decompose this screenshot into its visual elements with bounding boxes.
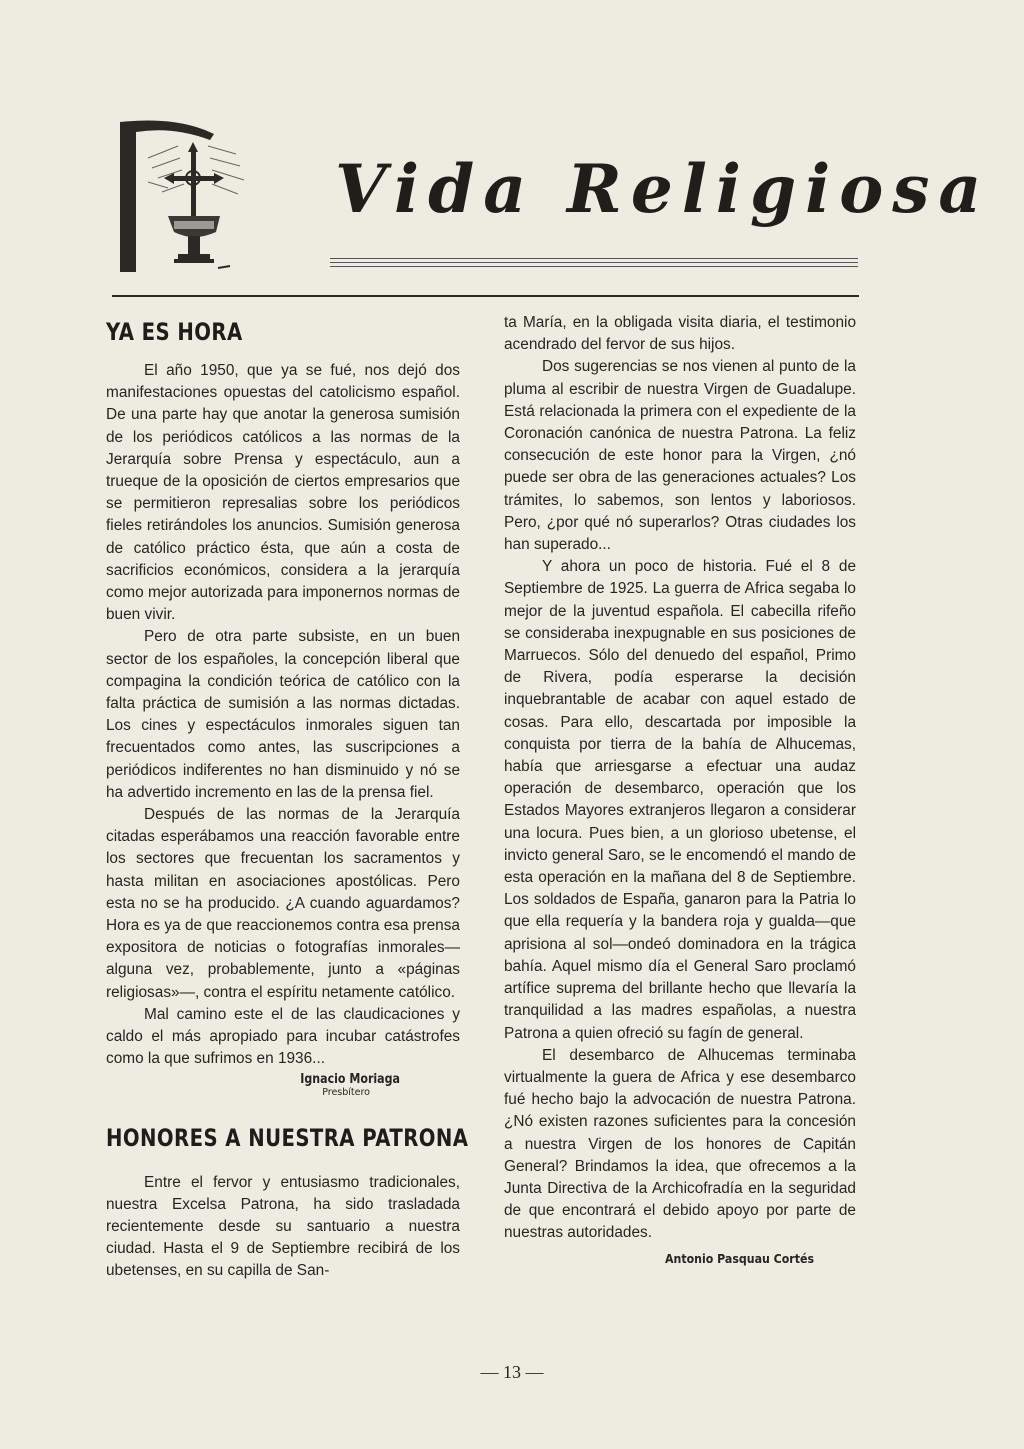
header-divider [112, 295, 859, 297]
article-heading: HONORES A NUESTRA PATRONA [106, 1123, 469, 1152]
article-paragraph: El desembarco de Alhucemas terminaba virtualmente la guera de Africa y ese desembarco fué hecho bajo la advocación de nuestra Patrona. ¿Nó existen razones suficientes para la concesión a nuestra Virgen de los honores de Capitán General? Brindamos la idea, que ofrecemos a la Junta Directiva de la Archicofradía en la seguridad de que encontrará el debido apoyo por parte de nuestras autoridades. [504, 1046, 856, 1242]
article-paragraph: Y ahora un poco de historia. Fué el 8 de Septiembre de 1925. La guerra de Africa segaba lo mejor de la juventud española. El cabecilla rifeño se consideraba inexpugnable en sus posiciones de Marruecos. Sólo del denuedo del español, Primo de Rivera, podía esperarse la decisión inquebrantable de acabar con aquel estado de cosas. Para ello, descartada por imposible la conquista por tierra de la bahía de Alhucemas, había que arriesgarse a efectuar una audaz operación de desembarco, operación que los Estados Mayores extranjeros llegaron a considerar una locura. Pues bien, a un glorioso ubetense, el invicto general Saro, se le encomendó el mando de esta operación en la mañana del 8 de Septiembre. Los soldados de España, ganaron para la Patria lo que ella requería y la bandera roja y gualda—que aprisiona al sol—ondeó dominadora en la trágica bahía. Aquel mismo día el General Saro proclamó artífice suprema del brillante hecho que llevaría la tranquilidad a las madres españolas, a nuestra Patrona a quien ofreció su fagín de general. [504, 558, 856, 1042]
article-paragraph: ta María, en la obligada visita diaria, el testimonio acendrado del fervor de sus hijos. [504, 314, 856, 354]
article-paragraph: Entre el fervor y entusiasmo tradicionales, nuestra Excelsa Patrona, ha sido trasladada recientemente desde su santuario a nuestra ciudad. Hasta el 9 de Septiembre recibirá de los ubetenses, en su capilla de San- [106, 1173, 460, 1280]
baptismal-font-emblem [118, 118, 258, 276]
article-paragraph: Mal camino este el de las claudicaciones y caldo el más apropiado para incubar catástrofes como la que sufrimos en 1936... [106, 1005, 460, 1068]
article-heading: YA ES HORA [106, 318, 243, 346]
article-paragraph: Dos sugerencias se nos vienen al punto de la pluma al escribir de nuestra Virgen de Guadalupe. Está relacionada la primera con el expediente de la Coronación canónica de nuestra Patrona. La feliz consecución de este honor para la Virgen, ¿nó puede ser obra de las generaciones actuales? Los trámites, lo sabemos, son lentos y laboriosos. Pero, ¿por qué nó superarlos? Otras ciudades los han superado... [504, 358, 856, 554]
author-signature: Ignacio Moriaga [300, 1071, 400, 1087]
right-column [504, 312, 856, 1266]
title-underline [330, 266, 858, 267]
section-title: Vida Religiosa [335, 150, 991, 228]
left-column [106, 312, 469, 1283]
article-paragraph: Después de las normas de la Jerarquía citadas esperábamos una reacción favorable entre los sectores que frecuentan los sacramentos y hasta militan en asociaciones apostólicas. Pero esta no se ha producido. ¿A cuando aguardamos? Hora es ya de que reaccionemos contra esa prensa expositora de noticias o fotografías inmorales—alguna vez, probablemente, junto a «páginas religiosas»—, contra el espíritu netamente católico. [106, 806, 460, 1001]
author-title: Presbítero [322, 1086, 370, 1098]
title-underline [330, 258, 858, 259]
article-paragraph: Pero de otra parte subsiste, en un buen sector de los españoles, la concepción liberal que compagina la condición teórica de católico con la falta práctica de sumisión a las normas dictadas. Los cines y espectáculos inmorales siguen tan frecuentados como antes, las suscripciones a periódicos indiferentes no han disminuido y nó se ha advertido incremento en las de la prensa fiel. [106, 628, 460, 801]
article-paragraph: El año 1950, que ya se fué, nos dejó dos manifestaciones opuestas del catolicismo español. De una parte hay que anotar la generosa sumisión de los periódicos católicos a las normas de la Jerarquía sobre Prensa y espectáculo, aun a trueque de la oposición de ciertos empresarios que se permitieron represalias sobre los periódicos fieles retirándoles los anuncios. Sumisión generosa de católico práctico ésta, que aún a costa de sacrificios económicos, considera a la jerarquía como mejor autorizada para imponernos normas de buen vivir. [106, 362, 460, 624]
author-signature: Antonio Pasquau Cortés [665, 1250, 814, 1266]
page-number: — 13 — [480, 1362, 544, 1382]
title-underline [330, 262, 858, 263]
